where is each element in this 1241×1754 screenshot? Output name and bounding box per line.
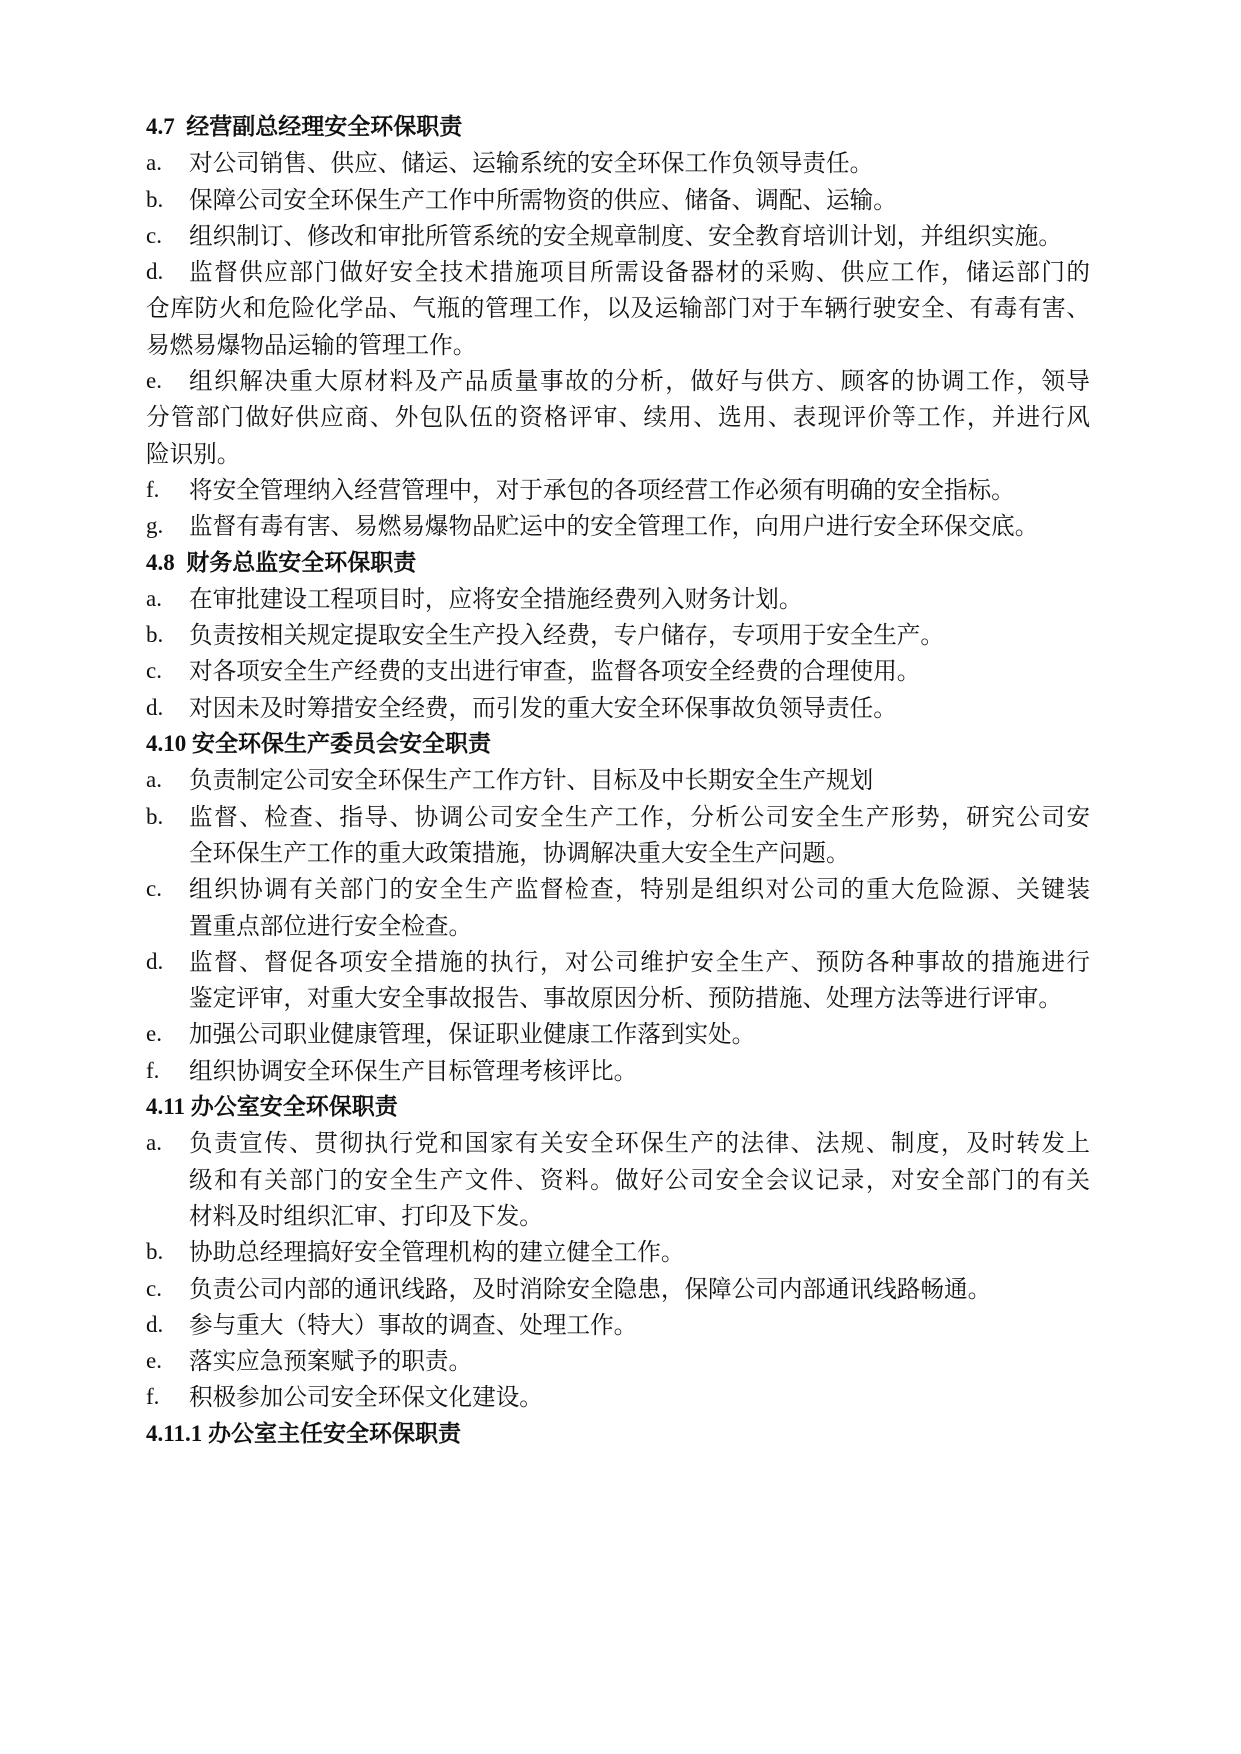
list-item [146, 1125, 1090, 1234]
list-item-label: d. [146, 948, 164, 974]
list-item [146, 1016, 1090, 1052]
list-item [146, 617, 1090, 653]
list-item-continuation: 仓库防火和危险化学品、气瓶的管理工作，以及运输部门对于车辆行驶安全、有毒有害、 [146, 294, 1090, 323]
list-item [146, 1307, 1090, 1343]
list-item-first-line [146, 1053, 1090, 1089]
list-item-label: d. [146, 259, 164, 285]
list-item [146, 472, 1090, 508]
list-item-first-line [146, 799, 1090, 835]
list-item-first-line [146, 617, 1090, 653]
list-item-first-line [146, 944, 1090, 980]
list-item-text: 协助总经理搞好安全管理机构的建立健全工作。 [189, 1238, 685, 1267]
list-item-first-line [146, 1234, 1090, 1270]
list-item [146, 254, 1090, 363]
list-item-label: c. [146, 876, 162, 902]
list-item-text: 监督、督促各项安全措施的执行，对公司维护安全生产、预防各种事故的措施进行 [189, 947, 1090, 976]
list-item-first-line [146, 1016, 1090, 1052]
list-item [146, 653, 1090, 689]
list-item-continuation: 鉴定评审，对重大安全事故报告、事故原因分析、预防措施、处理方法等进行评审。 [189, 984, 1062, 1013]
list-item-text: 参与重大（特大）事故的调查、处理工作。 [189, 1310, 638, 1339]
list-item-text: 对各项安全生产经费的支出进行审查，监督各项安全经费的合理使用。 [189, 657, 921, 686]
list-item-continuation: 全环保生产工作的重大政策措施，协调解决重大安全生产问题。 [189, 838, 850, 867]
list-item [146, 581, 1090, 617]
list-item [146, 762, 1090, 798]
list-item-label: a. [146, 767, 162, 793]
section [146, 726, 1090, 1089]
section-heading: 4.10 安全环保生产委员会安全职责 [146, 731, 491, 757]
list-item-first-line [146, 254, 1090, 290]
section-heading: 4.8 财务总监安全环保职责 [146, 549, 417, 575]
list-item-continuation: 置重点部位进行安全检查。 [189, 911, 473, 940]
list-item-first-line [146, 1271, 1090, 1307]
list-item-text: 加强公司职业健康管理，保证职业健康工作落到实处。 [189, 1020, 756, 1049]
list-item-text: 保障公司安全环保生产工作中所需物资的供应、储备、调配、运输。 [189, 185, 897, 214]
list-item-first-line [146, 1343, 1090, 1379]
list-item [146, 1053, 1090, 1089]
list-item [146, 1379, 1090, 1415]
list-item-first-line [146, 218, 1090, 254]
section-heading: 4.11.1 办公室主任安全环保职责 [146, 1420, 461, 1446]
list-item-first-line [146, 145, 1090, 181]
list-item-text: 组织协调安全环保生产目标管理考核评比。 [189, 1056, 638, 1085]
section-heading: 4.7 经营副总经理安全环保职责 [146, 114, 463, 139]
list-item-label: a. [146, 585, 162, 611]
list-item-label: b. [146, 803, 164, 829]
list-item-label: e. [146, 1021, 162, 1047]
document-page [146, 109, 1090, 1452]
list-item-text: 对公司销售、供应、储运、运输系统的安全环保工作负领导责任。 [189, 149, 874, 178]
list-item [146, 799, 1090, 872]
list-item-text: 落实应急预案赋予的职责。 [189, 1347, 473, 1376]
list-item-continuation: 易燃易爆物品运输的管理工作。 [146, 330, 477, 359]
section [146, 109, 1090, 545]
list-item-label: c. [146, 1275, 162, 1301]
list-item [146, 1271, 1090, 1307]
list-item-text: 监督、检查、指导、协调公司安全生产工作，分析公司安全生产形势，研究公司安 [189, 802, 1090, 831]
list-item-label: b. [146, 186, 164, 212]
list-item-label: d. [146, 694, 164, 720]
list-item-text: 积极参加公司安全环保文化建设。 [189, 1383, 543, 1412]
section [146, 1089, 1090, 1416]
list-item-first-line [146, 1125, 1090, 1161]
section [146, 1416, 1090, 1452]
list-item [146, 145, 1090, 181]
list-item-text: 组织制订、修改和审批所管系统的安全规章制度、安全教育培训计划，并组织实施。 [189, 221, 1062, 250]
list-item-text: 监督供应部门做好安全技术措施项目所需设备器材的采购、供应工作，储运部门的 [189, 258, 1090, 287]
list-item-label: e. [146, 368, 162, 394]
list-item-text: 组织解决重大原材料及产品质量事故的分析，做好与供方、顾客的协调工作，领导 [189, 367, 1090, 396]
list-item-first-line [146, 690, 1090, 726]
list-item-label: a. [146, 1130, 162, 1156]
list-item-label: d. [146, 1311, 164, 1337]
list-item-continuation: 材料及时组织汇审、打印及下发。 [189, 1201, 543, 1230]
list-item [146, 690, 1090, 726]
list-item-text: 监督有毒有害、易燃易爆物品贮运中的安全管理工作，向用户进行安全环保交底。 [189, 512, 1039, 541]
list-item-label: c. [146, 222, 162, 248]
list-item-first-line [146, 581, 1090, 617]
list-item-label: f. [146, 1057, 160, 1083]
list-item-first-line [146, 653, 1090, 689]
list-item-first-line [146, 871, 1090, 907]
list-item-label: b. [146, 1239, 164, 1265]
list-item [146, 218, 1090, 254]
list-item-text: 组织协调有关部门的安全生产监督检查，特别是组织对公司的重大危险源、关键装 [189, 875, 1090, 904]
list-item-first-line [146, 762, 1090, 798]
list-item-first-line [146, 1379, 1090, 1415]
list-item-label: a. [146, 150, 162, 176]
list-item [146, 508, 1090, 544]
list-item-label: f. [146, 476, 160, 502]
list-item-text: 在审批建设工程项目时，应将安全措施经费列入财务计划。 [189, 584, 803, 613]
section-heading: 4.11 办公室安全环保职责 [146, 1094, 398, 1120]
list-item-text: 负责宣传、贯彻执行党和国家有关安全环保生产的法律、法规、制度，及时转发上 [189, 1129, 1090, 1158]
list-item-label: c. [146, 658, 162, 684]
list-item-first-line [146, 472, 1090, 508]
list-item-text: 负责按相关规定提取安全生产投入经费，专户储存，专项用于安全生产。 [189, 621, 944, 650]
list-item [146, 1234, 1090, 1270]
list-item-first-line [146, 182, 1090, 218]
list-item-continuation: 分管部门做好供应商、外包队伍的资格评审、续用、选用、表现评价等工作，并进行风 [146, 403, 1090, 432]
list-item-continuation: 级和有关部门的安全生产文件、资料。做好公司安全会议记录，对安全部门的有关 [189, 1165, 1090, 1194]
list-item [146, 363, 1090, 472]
list-item-text: 将安全管理纳入经营管理中，对于承包的各项经营工作必须有明确的安全指标。 [189, 475, 1015, 504]
section [146, 545, 1090, 726]
list-item [146, 944, 1090, 1017]
list-item-text: 负责公司内部的通讯线路，及时消除安全隐患，保障公司内部通讯线路畅通。 [189, 1274, 992, 1303]
list-item-continuation: 险识别。 [146, 439, 241, 468]
list-item-text: 负责制定公司安全环保生产工作方针、目标及中长期安全生产规划 [189, 766, 874, 795]
list-item-first-line [146, 508, 1090, 544]
list-item [146, 182, 1090, 218]
list-item-label: g. [146, 513, 164, 539]
list-item [146, 1343, 1090, 1379]
list-item-first-line [146, 1307, 1090, 1343]
list-item-label: f. [146, 1384, 160, 1410]
list-item-label: e. [146, 1348, 162, 1374]
list-item-first-line [146, 363, 1090, 399]
list-item-label: b. [146, 622, 164, 648]
list-item-text: 对因未及时筹措安全经费，而引发的重大安全环保事故负领导责任。 [189, 693, 897, 722]
list-item [146, 871, 1090, 944]
